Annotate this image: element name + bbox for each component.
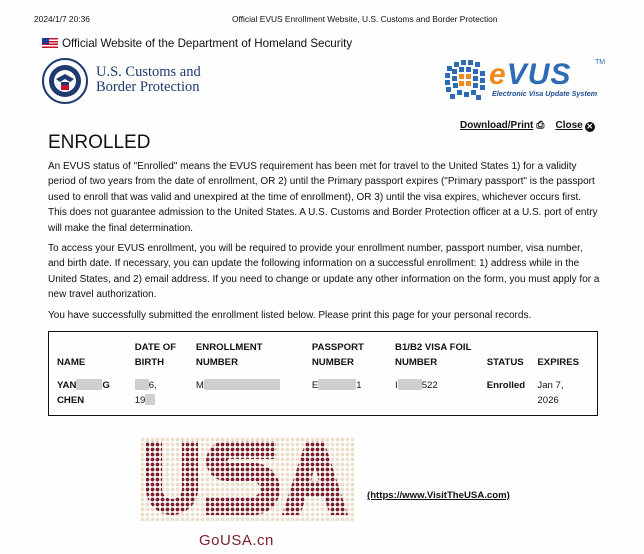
evus-wordmark: eVUS	[489, 58, 572, 91]
print-header	[34, 14, 630, 28]
evus-subtitle: Electronic Visa Update System	[492, 89, 598, 98]
enrollment-record-box	[48, 331, 598, 416]
col-name: NAME	[57, 357, 86, 368]
us-flag-icon	[42, 38, 58, 48]
table-row	[57, 370, 597, 408]
print-timestamp: 2024/1/7 20:36	[34, 14, 90, 24]
col-expires: EXPIRES	[537, 357, 579, 368]
table-header-row	[57, 340, 597, 370]
close-icon[interactable]: ✕	[586, 122, 594, 131]
official-banner	[42, 37, 352, 50]
close-link[interactable]: Close	[555, 120, 583, 131]
visit-the-usa-link[interactable]: (https://www.VisitTheUSA.com)	[367, 490, 510, 501]
col-dob: DATE OF BIRTH	[134, 342, 177, 368]
official-banner-text: Official Website of the Department of Homeland Security	[62, 37, 353, 50]
printer-icon[interactable]: ⎙	[536, 120, 545, 131]
cell-name: YAN G CHEN	[57, 380, 110, 406]
col-passport-number: PASSPORT NUMBER	[311, 342, 364, 368]
redaction-mark	[318, 379, 356, 390]
enrollment-table	[57, 340, 597, 408]
redaction-mark	[145, 394, 155, 405]
page-actions	[460, 120, 595, 132]
enrollment-status-title: ENROLLED	[48, 132, 151, 153]
gousa-logo-text: GoUSA.cn	[199, 532, 274, 549]
redaction-mark	[398, 379, 422, 390]
col-visa-foil-number: B1/B2 VISA FOIL NUMBER	[395, 342, 472, 368]
evus-trademark: TM	[595, 59, 606, 66]
cell-status: Enrolled	[486, 380, 526, 391]
cell-dob: 6, 19	[134, 380, 157, 406]
cell-visa-foil-number: I 522	[395, 380, 438, 391]
cell-passport-number: E 1	[311, 380, 362, 391]
print-page-title: Official EVUS Enrollment Website, U.S. Customs and Border Protection	[232, 14, 498, 24]
submission-confirmation-paragraph: You have successfully submitted the enrollment listed below. Please print this page for your personal records.	[48, 310, 532, 321]
status-explanation-paragraph: An EVUS status of "Enrolled" means the EVUS requirement has been met for travel to the United States 1) for a validity period of two years from the date of enrollment, OR 2) until the Primary passport expires ("Primary passport" is the passport used to enroll that was valid and unexpired at the time of enrollment), OR 3) until the visa expires, whichever occurs first. This does not guarantee admission to the United States. A U.S. Customs and Border Protection officer at a U.S. port of entry will make the final determination.	[48, 161, 598, 234]
download-print-link[interactable]: Download/Print	[460, 120, 534, 131]
access-instructions-paragraph: To access your EVUS enrollment, you will be required to provide your enrollment number, passport number, visa number, and birth date. If necessary, you can update the following information on a successful enrollment: 1) address while in the United States, and 2) email address. If you need to change or update any other information on the form, you must apply for a new travel authorization.	[48, 243, 600, 301]
col-enrollment-number: ENROLLMENT NUMBER	[195, 342, 263, 368]
usa-dot-art-logo	[140, 437, 354, 521]
cell-expires: Jan 7, 2026	[537, 380, 564, 406]
dhs-seal-icon	[42, 58, 88, 104]
col-status: STATUS	[486, 357, 524, 368]
cell-enrollment-number: M	[196, 370, 312, 408]
redaction-mark	[135, 379, 149, 390]
cbp-wordmark: U.S. Customs and Border Protection	[96, 64, 201, 95]
redaction-mark	[204, 379, 280, 390]
redaction-mark	[76, 379, 102, 390]
